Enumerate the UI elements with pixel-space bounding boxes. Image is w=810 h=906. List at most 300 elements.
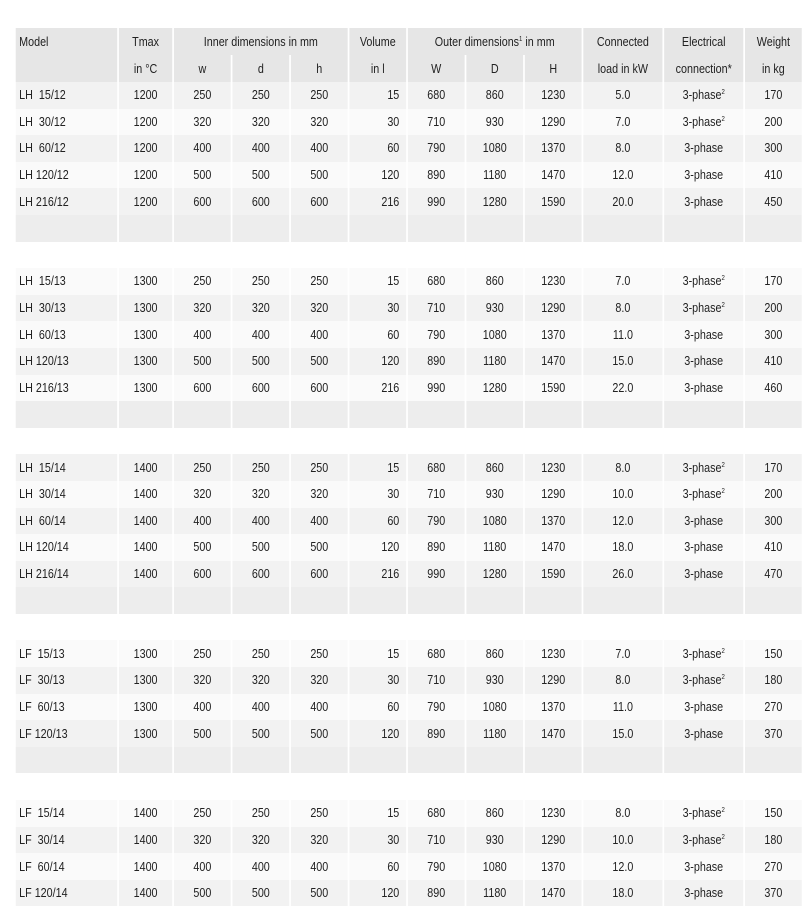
spacer-cell (174, 773, 231, 800)
cell-kg: 170 (745, 454, 802, 481)
cell-elec (664, 454, 743, 481)
spacer-cell (745, 242, 802, 269)
separator-cell (466, 587, 523, 614)
cell-h: 1470 (525, 534, 582, 561)
cell-d: 860 (466, 640, 523, 667)
cell-kw: 18.0 (583, 880, 662, 906)
spacer-cell (745, 428, 802, 455)
cell-w: 400 (174, 853, 231, 880)
cell-vol: 60 (349, 853, 406, 880)
cell-tmax: 1300 (119, 667, 172, 694)
cell-elec (664, 481, 743, 508)
cell-vol: 15 (349, 268, 406, 295)
electrical-value: 3-phase (682, 274, 722, 289)
separator-cell (291, 587, 348, 614)
cell-h: 1470 (525, 880, 582, 906)
table-row (16, 800, 802, 827)
cell-w: 710 (408, 667, 465, 694)
cell-vol: 216 (349, 375, 406, 402)
spacer-cell (349, 242, 406, 269)
cell-d: 1280 (466, 561, 523, 588)
cell-tmax: 1400 (119, 481, 172, 508)
cell-w: 500 (174, 162, 231, 189)
separator-cell (745, 401, 802, 428)
cell-h: 320 (291, 481, 348, 508)
separator-cell (16, 747, 117, 774)
cell-elec (664, 295, 743, 322)
cell-vol: 216 (349, 188, 406, 215)
cell-model: LH 60/12 (16, 135, 117, 162)
spacer-cell (525, 428, 582, 455)
cell-tmax: 1400 (119, 880, 172, 906)
cell-d: 1080 (466, 694, 523, 721)
header-electrical-unit: connection* (664, 55, 743, 82)
cell-elec (664, 82, 743, 109)
cell-h: 1370 (525, 694, 582, 721)
cell-tmax: 1400 (119, 827, 172, 854)
cell-kg: 170 (745, 82, 802, 109)
cell-model: LH 30/12 (16, 109, 117, 136)
cell-model: LF 30/13 (16, 667, 117, 694)
table-row (16, 162, 802, 189)
electrical-value: 3-phase (684, 513, 724, 528)
spacer-cell (16, 428, 117, 455)
spacer-cell (664, 773, 743, 800)
cell-kg: 370 (745, 720, 802, 747)
separator-cell (16, 215, 117, 242)
cell-vol: 216 (349, 561, 406, 588)
spacer-cell (119, 773, 172, 800)
cell-vol: 120 (349, 880, 406, 906)
cell-h: 1230 (525, 454, 582, 481)
cell-vol: 30 (349, 827, 406, 854)
cell-tmax: 1300 (119, 720, 172, 747)
cell-d: 320 (232, 667, 289, 694)
cell-w: 320 (174, 295, 231, 322)
cell-w: 990 (408, 188, 465, 215)
spacer-cell (664, 614, 743, 641)
electrical-value: 3-phase (684, 540, 724, 555)
cell-tmax: 1300 (119, 348, 172, 375)
cell-w: 400 (174, 694, 231, 721)
cell-d: 930 (466, 295, 523, 322)
separator-cell (466, 215, 523, 242)
separator-cell (525, 747, 582, 774)
cell-kw: 11.0 (583, 694, 662, 721)
cell-h: 1230 (525, 268, 582, 295)
table-row (16, 640, 802, 667)
electrical-value: 3-phase (682, 673, 722, 688)
cell-vol: 30 (349, 667, 406, 694)
cell-elec (664, 800, 743, 827)
table-row (16, 375, 802, 402)
cell-kw: 26.0 (583, 561, 662, 588)
spacer-cell (349, 773, 406, 800)
spacer-cell (583, 428, 662, 455)
cell-tmax: 1400 (119, 534, 172, 561)
spacer-cell (174, 242, 231, 269)
header-outer-unit: in mm (522, 34, 555, 49)
cell-kw: 8.0 (583, 454, 662, 481)
group-spacer (16, 773, 802, 800)
electrical-value: 3-phase (682, 646, 722, 661)
spacer-cell (291, 428, 348, 455)
cell-w: 790 (408, 135, 465, 162)
separator-cell (119, 587, 172, 614)
cell-model: LF 60/14 (16, 853, 117, 880)
spacer-cell (583, 773, 662, 800)
cell-h: 1230 (525, 640, 582, 667)
spacer-cell (232, 773, 289, 800)
cell-elec (664, 508, 743, 535)
table-row (16, 188, 802, 215)
separator-cell (664, 587, 743, 614)
cell-d: 320 (232, 827, 289, 854)
cell-elec (664, 694, 743, 721)
cell-d: 930 (466, 481, 523, 508)
cell-vol: 60 (349, 508, 406, 535)
electrical-footnote: 2 (721, 461, 725, 469)
cell-kw: 8.0 (583, 295, 662, 322)
cell-w: 250 (174, 82, 231, 109)
cell-h: 250 (291, 268, 348, 295)
cell-d: 930 (466, 827, 523, 854)
table-row (16, 268, 802, 295)
cell-d: 1180 (466, 348, 523, 375)
spacer-cell (525, 773, 582, 800)
spacer-cell (466, 242, 523, 269)
electrical-footnote: 2 (721, 301, 725, 309)
cell-h: 320 (291, 295, 348, 322)
cell-elec (664, 827, 743, 854)
cell-kg: 410 (745, 534, 802, 561)
group-separator (16, 587, 802, 614)
cell-w: 400 (174, 135, 231, 162)
cell-model: LH 216/13 (16, 375, 117, 402)
separator-cell (232, 401, 289, 428)
cell-w: 680 (408, 82, 465, 109)
separator-cell (745, 747, 802, 774)
spacer-cell (745, 614, 802, 641)
separator-cell (664, 401, 743, 428)
cell-model: LH 15/13 (16, 268, 117, 295)
cell-w: 710 (408, 481, 465, 508)
electrical-value: 3-phase (682, 832, 722, 847)
cell-vol: 15 (349, 82, 406, 109)
cell-d: 500 (232, 880, 289, 906)
electrical-value: 3-phase (684, 566, 724, 581)
separator-cell (16, 401, 117, 428)
cell-kw: 10.0 (583, 481, 662, 508)
cell-tmax: 1400 (119, 508, 172, 535)
cell-w: 790 (408, 321, 465, 348)
cell-elec (664, 720, 743, 747)
cell-d: 1180 (466, 534, 523, 561)
cell-kg: 370 (745, 880, 802, 906)
cell-kg: 200 (745, 109, 802, 136)
cell-h: 500 (291, 880, 348, 906)
cell-d: 500 (232, 162, 289, 189)
cell-w: 890 (408, 162, 465, 189)
cell-h: 1230 (525, 800, 582, 827)
electrical-value: 3-phase (684, 141, 724, 156)
cell-h: 1290 (525, 667, 582, 694)
cell-tmax: 1300 (119, 375, 172, 402)
cell-vol: 60 (349, 321, 406, 348)
cell-h: 400 (291, 508, 348, 535)
cell-w: 320 (174, 109, 231, 136)
electrical-footnote: 2 (721, 833, 725, 841)
cell-d: 400 (232, 694, 289, 721)
cell-model: LH 30/14 (16, 481, 117, 508)
cell-model: LF 60/13 (16, 694, 117, 721)
cell-h: 1470 (525, 162, 582, 189)
cell-w: 250 (174, 800, 231, 827)
cell-kg: 410 (745, 348, 802, 375)
cell-w: 400 (174, 321, 231, 348)
cell-d: 400 (232, 321, 289, 348)
cell-model: LH 120/13 (16, 348, 117, 375)
cell-elec (664, 109, 743, 136)
cell-h: 250 (291, 82, 348, 109)
header-volume-unit: in l (349, 55, 406, 82)
cell-w: 600 (174, 188, 231, 215)
separator-cell (745, 587, 802, 614)
spacer-cell (232, 614, 289, 641)
separator-cell (349, 401, 406, 428)
cell-elec (664, 640, 743, 667)
cell-kw: 10.0 (583, 827, 662, 854)
cell-d: 930 (466, 109, 523, 136)
cell-kw: 12.0 (583, 162, 662, 189)
cell-h: 400 (291, 694, 348, 721)
spacer-cell (664, 428, 743, 455)
cell-d: 320 (232, 481, 289, 508)
cell-w: 680 (408, 268, 465, 295)
electrical-value: 3-phase (682, 88, 722, 103)
cell-h: 1590 (525, 375, 582, 402)
cell-kg: 300 (745, 135, 802, 162)
cell-d: 250 (232, 800, 289, 827)
cell-kg: 200 (745, 295, 802, 322)
separator-cell (745, 215, 802, 242)
cell-kg: 180 (745, 827, 802, 854)
cell-vol: 120 (349, 162, 406, 189)
cell-d: 250 (232, 640, 289, 667)
cell-d: 500 (232, 348, 289, 375)
header-weight-unit: in kg (745, 55, 802, 82)
cell-d: 600 (232, 561, 289, 588)
table-row (16, 348, 802, 375)
cell-kw: 20.0 (583, 188, 662, 215)
cell-d: 1180 (466, 880, 523, 906)
spacer-cell (525, 242, 582, 269)
header-outer-W: W (408, 55, 465, 82)
separator-cell (174, 747, 231, 774)
cell-model: LF 120/13 (16, 720, 117, 747)
cell-vol: 60 (349, 694, 406, 721)
cell-elec (664, 268, 743, 295)
cell-elec (664, 321, 743, 348)
cell-kg: 150 (745, 800, 802, 827)
cell-h: 320 (291, 827, 348, 854)
cell-vol: 120 (349, 534, 406, 561)
electrical-footnote: 2 (721, 89, 725, 97)
header-weight: Weight (745, 28, 802, 55)
cell-d: 600 (232, 375, 289, 402)
separator-cell (349, 215, 406, 242)
cell-d: 500 (232, 534, 289, 561)
separator-cell (525, 401, 582, 428)
spacer-cell (466, 428, 523, 455)
spacer-cell (174, 614, 231, 641)
cell-model: LH 30/13 (16, 295, 117, 322)
cell-kw: 8.0 (583, 135, 662, 162)
cell-kg: 270 (745, 853, 802, 880)
cell-tmax: 1300 (119, 321, 172, 348)
table-row (16, 454, 802, 481)
electrical-value: 3-phase (682, 460, 722, 475)
cell-vol: 15 (349, 640, 406, 667)
cell-kg: 450 (745, 188, 802, 215)
cell-h: 1470 (525, 720, 582, 747)
cell-kw: 7.0 (583, 268, 662, 295)
header-outer-dimensions (408, 28, 582, 55)
cell-w: 890 (408, 534, 465, 561)
electrical-value: 3-phase (684, 194, 724, 209)
cell-tmax: 1400 (119, 454, 172, 481)
cell-tmax: 1200 (119, 188, 172, 215)
cell-w: 890 (408, 880, 465, 906)
cell-h: 600 (291, 188, 348, 215)
cell-kg: 300 (745, 321, 802, 348)
cell-kw: 12.0 (583, 853, 662, 880)
spacer-cell (525, 614, 582, 641)
cell-h: 500 (291, 534, 348, 561)
table-row (16, 295, 802, 322)
cell-kw: 7.0 (583, 640, 662, 667)
cell-d: 600 (232, 188, 289, 215)
group-spacer (16, 614, 802, 641)
separator-cell (291, 215, 348, 242)
cell-h: 1290 (525, 295, 582, 322)
cell-w: 500 (174, 720, 231, 747)
cell-elec (664, 853, 743, 880)
spacer-cell (664, 242, 743, 269)
cell-w: 500 (174, 348, 231, 375)
cell-model: LH 60/13 (16, 321, 117, 348)
spacer-cell (291, 242, 348, 269)
cell-d: 1180 (466, 162, 523, 189)
spacer-cell (119, 614, 172, 641)
electrical-footnote: 2 (721, 115, 725, 123)
cell-w: 890 (408, 720, 465, 747)
separator-cell (408, 587, 465, 614)
cell-elec (664, 534, 743, 561)
cell-tmax: 1300 (119, 295, 172, 322)
separator-cell (664, 747, 743, 774)
table-row (16, 508, 802, 535)
separator-cell (232, 587, 289, 614)
cell-kg: 180 (745, 667, 802, 694)
cell-vol: 30 (349, 109, 406, 136)
separator-cell (174, 401, 231, 428)
separator-cell (664, 215, 743, 242)
cell-model: LH 216/12 (16, 188, 117, 215)
cell-kg: 470 (745, 561, 802, 588)
cell-d: 320 (232, 295, 289, 322)
spacer-cell (466, 614, 523, 641)
header-electrical: Electrical (664, 28, 743, 55)
cell-w: 320 (174, 667, 231, 694)
cell-w: 600 (174, 561, 231, 588)
electrical-value: 3-phase (682, 114, 722, 129)
header-tmax: Tmax (119, 28, 172, 55)
group-separator (16, 747, 802, 774)
cell-h: 1290 (525, 109, 582, 136)
cell-w: 500 (174, 880, 231, 906)
spacer-cell (119, 428, 172, 455)
separator-cell (583, 215, 662, 242)
cell-kw: 12.0 (583, 508, 662, 535)
group-separator (16, 401, 802, 428)
spacer-cell (583, 242, 662, 269)
table-row (16, 880, 802, 906)
spacer-cell (349, 614, 406, 641)
table-row (16, 82, 802, 109)
cell-w: 990 (408, 375, 465, 402)
table-row (16, 534, 802, 561)
header-connected: Connected (583, 28, 662, 55)
electrical-value: 3-phase (684, 327, 724, 342)
cell-vol: 60 (349, 135, 406, 162)
cell-kg: 170 (745, 268, 802, 295)
cell-h: 500 (291, 348, 348, 375)
spec-table-wrapper (14, 28, 800, 906)
cell-h: 1230 (525, 82, 582, 109)
cell-model: LH 60/14 (16, 508, 117, 535)
spacer-cell (583, 614, 662, 641)
cell-elec (664, 375, 743, 402)
group-spacer (16, 242, 802, 269)
spacer-cell (291, 614, 348, 641)
spacer-cell (408, 773, 465, 800)
spacer-cell (291, 773, 348, 800)
table-row (16, 720, 802, 747)
cell-h: 400 (291, 135, 348, 162)
cell-h: 600 (291, 375, 348, 402)
cell-kg: 300 (745, 508, 802, 535)
separator-cell (583, 401, 662, 428)
cell-tmax: 1200 (119, 162, 172, 189)
group-spacer (16, 428, 802, 455)
cell-tmax: 1200 (119, 135, 172, 162)
cell-elec (664, 561, 743, 588)
header-outer-H: H (525, 55, 582, 82)
cell-h: 1290 (525, 827, 582, 854)
cell-w: 710 (408, 827, 465, 854)
spacer-cell (119, 242, 172, 269)
cell-kw: 18.0 (583, 534, 662, 561)
header-inner-w: w (174, 55, 231, 82)
cell-kw: 11.0 (583, 321, 662, 348)
electrical-value: 3-phase (684, 859, 724, 874)
cell-w: 250 (174, 268, 231, 295)
cell-d: 1080 (466, 135, 523, 162)
cell-model: LF 15/13 (16, 640, 117, 667)
cell-vol: 30 (349, 295, 406, 322)
electrical-value: 3-phase (684, 168, 724, 183)
